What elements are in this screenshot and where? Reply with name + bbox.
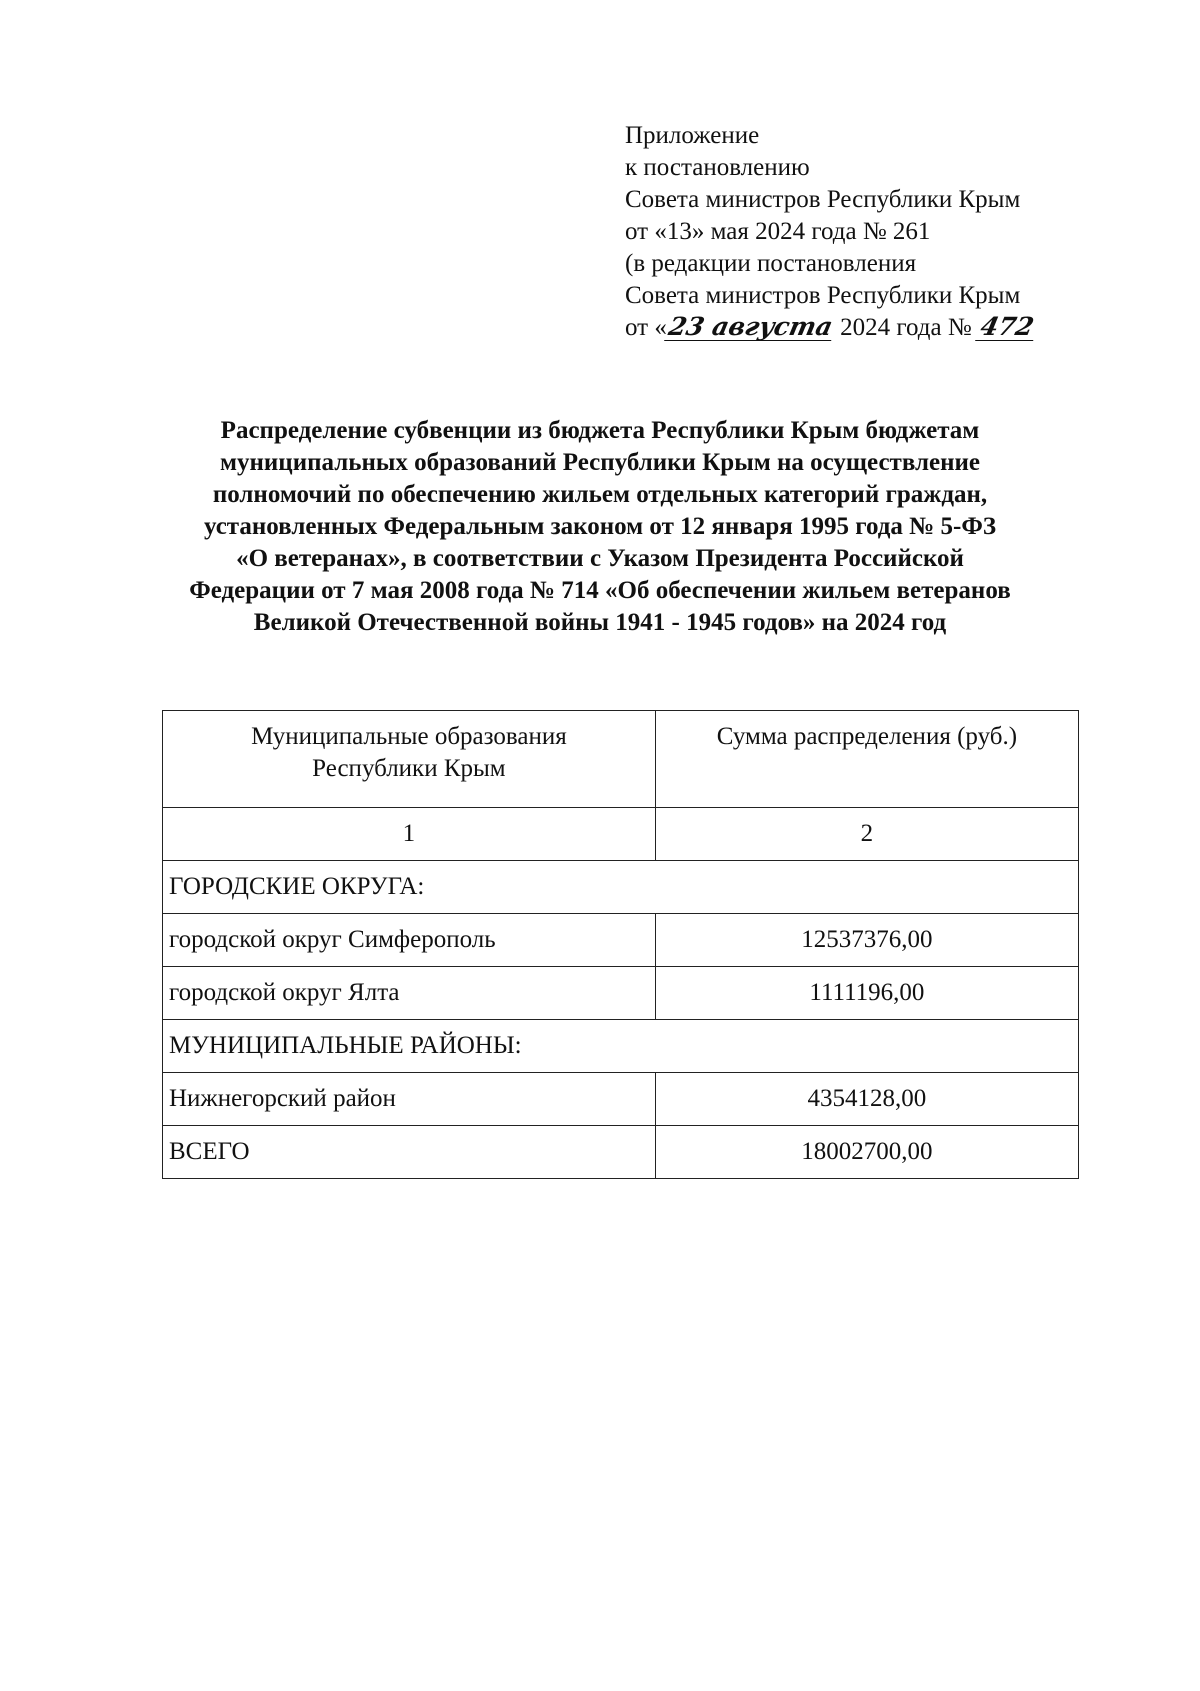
table-header-row <box>163 711 1079 808</box>
title-line: установленных Федеральным законом от 12 января 1995 года № 5-ФЗ <box>203 513 997 540</box>
appendix-line-amendment-date <box>625 312 1145 344</box>
header-col1-line1: Муниципальные образования <box>251 723 567 750</box>
row-name: городской округ Ялта <box>163 967 656 1020</box>
row-name: Нижнегорский район <box>163 1073 656 1126</box>
header-col1-line2: Республики Крым <box>312 755 506 782</box>
row-value: 12537376,00 <box>655 914 1078 967</box>
total-value: 18002700,00 <box>655 1126 1078 1179</box>
row-value: 1111196,00 <box>655 967 1078 1020</box>
handwritten-date: 23 августа <box>665 312 836 341</box>
title-line: Великой Отечественной войны 1941 - 1945 годов» на 2024 год <box>253 609 947 636</box>
appendix-line: Совета министров Республики Крым <box>625 186 1021 213</box>
section-title: МУНИЦИПАЛЬНЫЕ РАЙОНЫ: <box>163 1020 1079 1073</box>
document-title <box>150 415 1050 639</box>
handwritten-number: 472 <box>975 314 1039 341</box>
column-number: 2 <box>655 808 1078 861</box>
title-line: муниципальных образований Республики Крым на осуществление <box>219 449 981 476</box>
total-row <box>163 1126 1079 1179</box>
header-municipalities <box>163 711 656 808</box>
row-value: 4354128,00 <box>655 1073 1078 1126</box>
appendix-line: Совета министров Республики Крым <box>625 282 1021 309</box>
amendment-prefix: от « <box>625 314 667 341</box>
title-line: Федерации от 7 мая 2008 года № 714 «Об обеспечении жильем ветеранов <box>189 577 1011 604</box>
section-row-municipal-districts <box>163 1020 1079 1073</box>
section-row-urban-districts <box>163 861 1079 914</box>
title-line: полномочий по обеспечению жильем отдельных категорий граждан, <box>212 481 988 508</box>
column-number-row <box>163 808 1079 861</box>
section-title: ГОРОДСКИЕ ОКРУГА: <box>163 861 1079 914</box>
header-amount: Сумма распределения (руб.) <box>655 711 1078 808</box>
row-name: городской округ Симферополь <box>163 914 656 967</box>
table-row <box>163 1073 1079 1126</box>
appendix-line: к постановлению <box>625 154 810 181</box>
table-row <box>163 967 1079 1020</box>
amendment-mid: 2024 года № <box>833 314 978 341</box>
column-number: 1 <box>163 808 656 861</box>
title-line: «О ветеранах», в соответствии с Указом Президента Российской <box>236 545 964 572</box>
appendix-block <box>625 120 1145 344</box>
appendix-line: от «13» мая 2024 года № 261 <box>625 218 931 245</box>
total-label: ВСЕГО <box>163 1126 656 1179</box>
appendix-line: (в редакции постановления <box>625 250 917 277</box>
title-line: Распределение субвенции из бюджета Республики Крым бюджетам <box>220 417 980 444</box>
distribution-table <box>162 710 1079 1179</box>
appendix-line: Приложение <box>625 122 760 149</box>
table-row <box>163 914 1079 967</box>
